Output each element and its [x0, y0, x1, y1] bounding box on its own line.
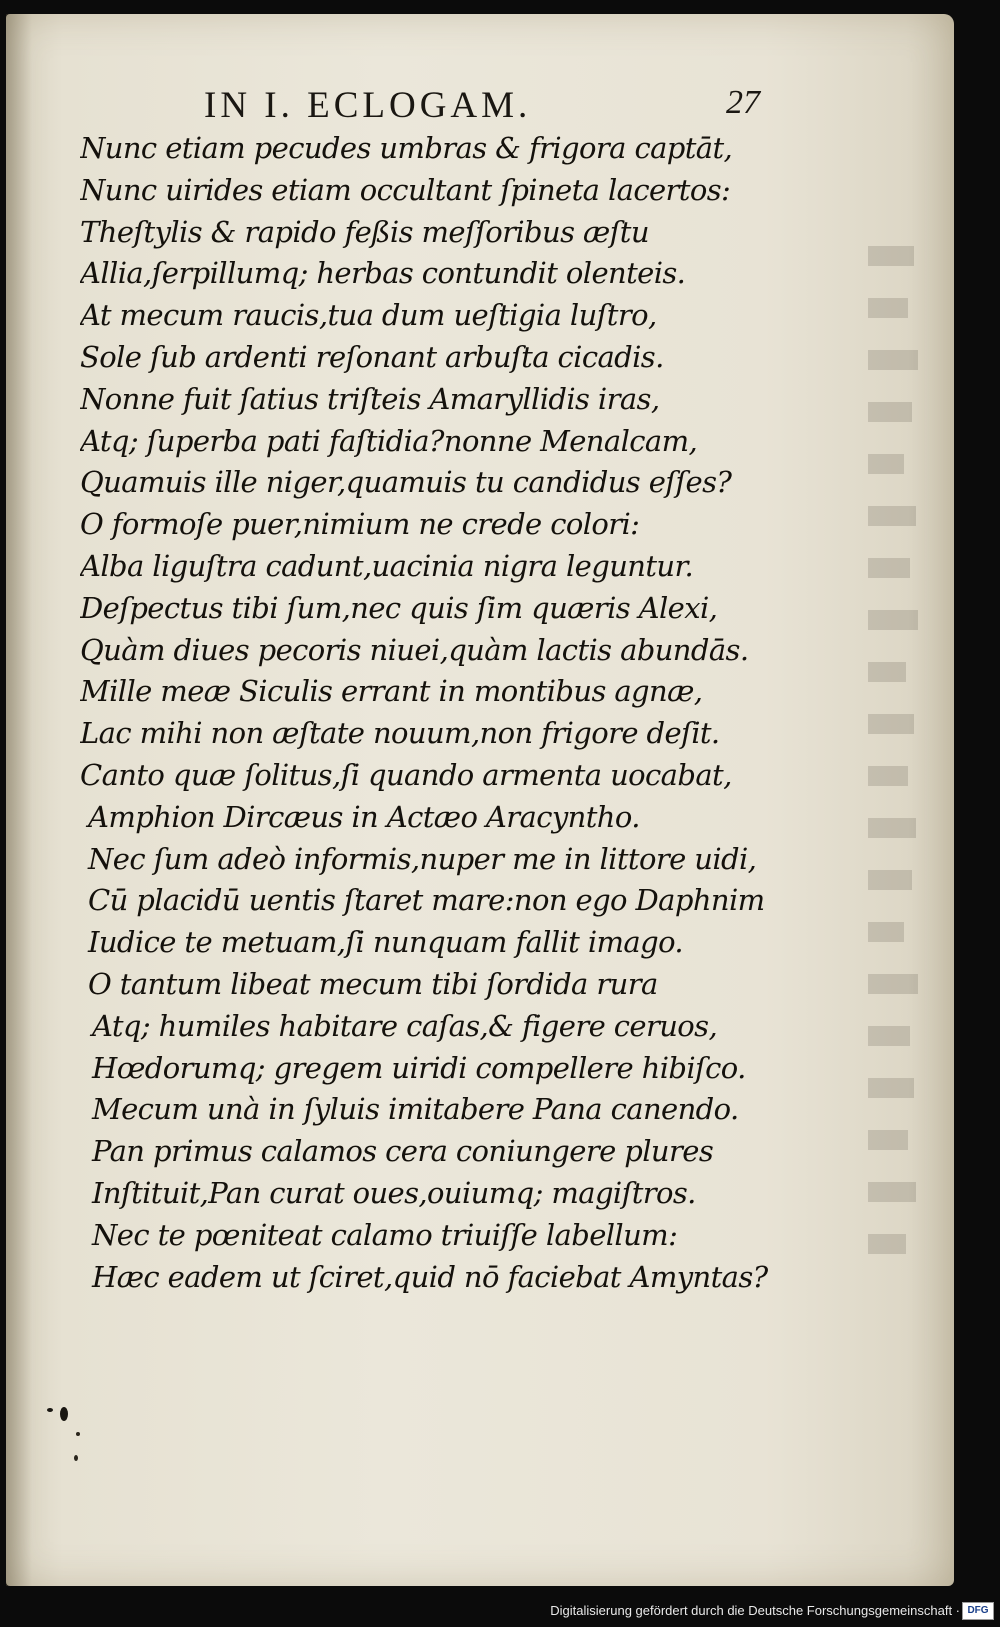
verse-line: Mecum unà in ſyluis imitabere Pana canendo. [92, 1092, 739, 1127]
running-head: IN I. ECLOGAM. [204, 85, 532, 126]
verse-line: Cū placidū uentis ſtaret mare:non ego Daphnim [88, 883, 765, 918]
verse-line: Allia,ſerpillumq; herbas contundit olenteis. [80, 256, 686, 291]
page-header [200, 84, 760, 134]
verse-line: Alba liguſtra cadunt,uacinia nigra leguntur. [80, 548, 694, 583]
verse-line: Atq; humiles habitare caſas,& figere ceruos, [92, 1008, 718, 1043]
verse-line: Sole ſub ardenti reſonant arbuſta cicadis. [80, 339, 664, 374]
verse-line: Nec ſum adeò informis,nuper me in littore uidi, [88, 841, 757, 876]
verse-line: Mille meæ Siculis errant in montibus agnæ, [80, 674, 703, 709]
poem-verses [80, 128, 800, 1298]
bleed-through-marks [860, 240, 940, 1340]
verse-line: Nec te pœniteat calamo triuiſſe labellum: [92, 1217, 678, 1252]
verse-line: Atq; ſuperba pati faſtidia?nonne Menalcam, [80, 423, 698, 458]
verse-line: Quàm diues pecoris niuei,quàm lactis abundās. [80, 632, 749, 667]
verse-line: Iudice te metuam,ſi nunquam fallit imago. [88, 925, 684, 960]
show-through-ghost-text [860, 240, 940, 1340]
verse-line: Quamuis ille niger,quamuis tu candidus eſſes? [80, 465, 732, 500]
dfg-logo: DFG [962, 1602, 994, 1620]
verse-line: Amphion Dircæus in Actæo Aracyntho. [88, 799, 640, 834]
verse-line: Nunc uirides etiam occultant ſpineta lacertos: [80, 172, 731, 207]
verse-line: Pan primus calamos cera coniungere plures [92, 1134, 714, 1169]
page-number: 27 [726, 84, 760, 121]
ink-blot-icon [40, 1400, 80, 1470]
verse-line: Canto quæ ſolitus,ſi quando armenta uocabat, [80, 757, 732, 792]
verse-line: At mecum raucis,tua dum ueſtigia luſtro, [80, 298, 657, 333]
funding-credit: Digitalisierung gefördert durch die Deutsche Forschungsgemeinschaft · [550, 1603, 960, 1618]
verse-line: Theſtylis & rapido feßis meſſoribus æſtu [80, 214, 649, 249]
verse-line: Hæc eadem ut ſciret,quid nō faciebat Amyntas? [92, 1259, 768, 1294]
verse-line: Inſtituit,Pan curat oues,ouiumq; magiſtros. [92, 1175, 696, 1210]
margin-ink-mark [40, 1400, 80, 1470]
verse-line: O tantum libeat mecum tibi ſordida rura [88, 966, 658, 1001]
digitization-footer [0, 1597, 1000, 1627]
verse-line: Hœdorumq; gregem uiridi compellere hibiſco. [92, 1050, 746, 1085]
page-gutter-shadow [6, 14, 32, 1586]
verse-line: Deſpectus tibi ſum,nec quis ſim quæris Alexi, [80, 590, 718, 625]
verse-line: Lac mihi non æſtate nouum,non frigore deſit. [80, 716, 720, 751]
verse-line: Nonne fuit ſatius triſteis Amaryllidis iras, [80, 381, 660, 416]
verse-line: O formoſe puer,nimium ne crede colori: [80, 507, 640, 542]
verse-line: Nunc etiam pecudes umbras & frigora captāt, [80, 131, 733, 165]
